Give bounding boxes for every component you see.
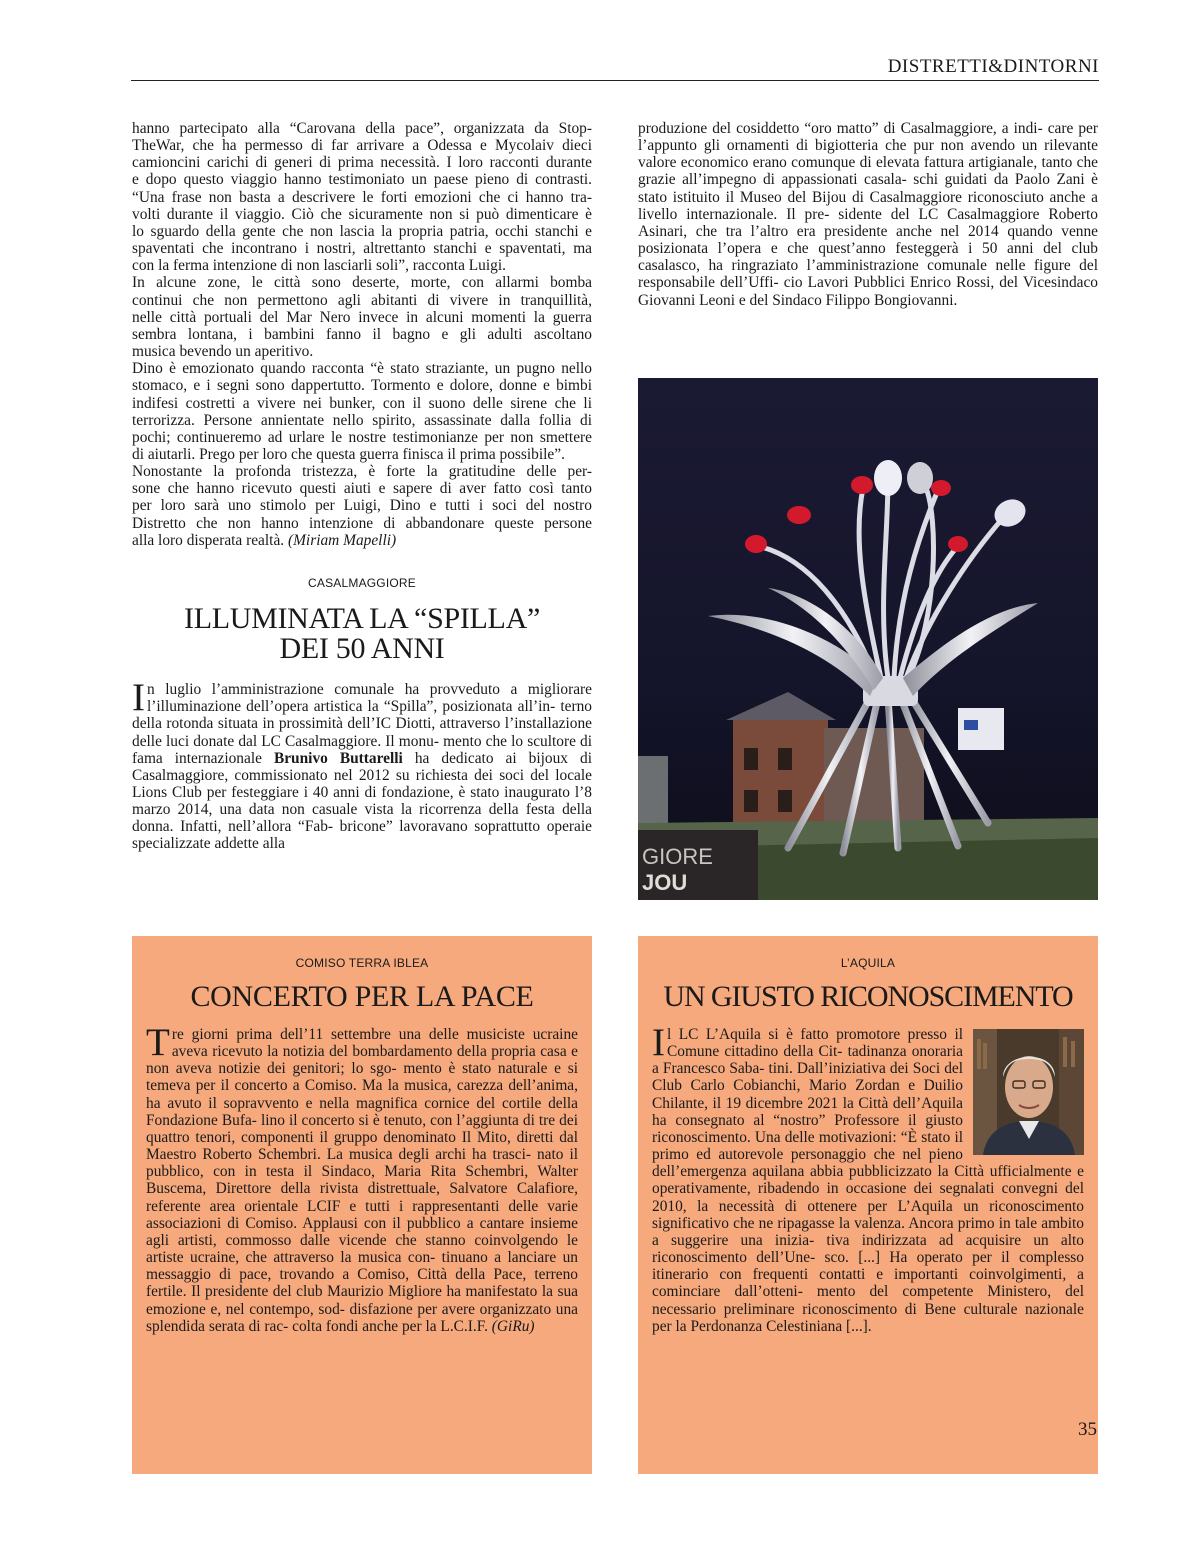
- casalmaggiore-body-part-2: ha dedicato ai bijoux di Casalmaggiore, commissionato nel 2012 su richiesta dei soci del locale Lions Club per festeggiare i 40 anni di fondazione, è stato inaugurato l’8 marzo 2014, una data non casuale vista la ricorrenza della festa della donna. Infatti, nell’allora “Fab- bricone” lavoravano soprattutto operaie specializzate addette alla: [132, 749, 592, 853]
- header-rule: [131, 80, 1099, 81]
- article-line: pochi; continueremo ad urlare le nostre testimonianze per non smettere: [132, 428, 592, 446]
- article-line: sembra lontana, i bambini fanno il bagno e gli adulti ascoltano: [132, 325, 592, 343]
- page-number: 35: [1078, 1419, 1097, 1440]
- article-line: “Una frase non basta a descrivere le forti emozioni che ci hanno tra-: [132, 188, 592, 206]
- article-line: spaventati che incontrano i nostri, altrettanto stanchi e spaventati, ma: [132, 240, 592, 258]
- aquila-kicker: L’AQUILA: [840, 956, 896, 970]
- aquila-body-text: l LC L’Aquila si è fatto promotore presso il Comune cittadino della Cit- tadinanza onoraria a Francesco Saba- tini. Dall’iniziativa dei Soci del Club Carlo Cobianchi, Mario Zordan e Duilio Chilante, il 19 dicembre 2021 la Città dell’Aquila ha consegnato al “nostro” Professore il giusto riconoscimento. Una delle motivazioni: “È stato il primo ed autorevole personaggio che nel pieno dell’emergenza aquilana abbia pubblicizzato la Città ufficialmente e operativamente, ribadendo in occasione dei segnalati convegni del 2010, la necessità di ottenere per L’Aquila un riconoscimento significativo che ne ripagasse la valenza. Ancora primo in tale ambito a suggerire una inizia- tiva indirizzata ad acquisire un alto riconoscimento dell’Une- sco. [...] Ha operato per il complesso itinerario con frequenti contatti e importanti coinvolgimenti, a cominciare dall’otteni- mento del competente Ministero, del necessario preliminare riconoscimento di Bene culturale nazionale per la Perdonanza Celestiniana [...].: [652, 1026, 1084, 1335]
- spilla-sculpture-photo: [638, 378, 1098, 900]
- article-line: hanno partecipato alla “Carovana della pace”, organizzata da Stop-: [132, 120, 592, 137]
- article-line: Dino è emozionato quando racconta “è stato straziante, un pugno nello: [132, 360, 592, 378]
- drop-cap: T: [146, 1021, 170, 1064]
- article-line: TheWar, che ha permesso di far arrivare a Odessa e Mycolaiv dieci: [132, 137, 592, 155]
- left-article-last-line: [132, 532, 592, 549]
- portrait-photo: [973, 1029, 1084, 1155]
- casalmaggiore-kicker: CASALMAGGIORE: [308, 575, 416, 590]
- article-line: con la ferma intenzione di non lasciarli soli”, racconta Luigi.: [132, 257, 506, 275]
- sculpture-night-image: [638, 378, 1098, 900]
- article-line: continui che non permettono agli abitanti di vivere in tranquillità,: [132, 291, 592, 309]
- right-column: [638, 120, 1098, 309]
- casalmaggiore-headline: [132, 604, 592, 664]
- left-column: [132, 120, 592, 853]
- left-article-text: [132, 120, 592, 532]
- comiso-body-text: re giorni prima dell’11 settembre una delle musiciste ucraine aveva ricevuto la notizia del bombardamento della propria casa e non aveva notizie dei genitori; lo sgo- mento è stato naturale e si temeva per il concerto a Comiso. Ma la musica, carezza dell’anima, ha avuto il sopravvento e nella magnifica cornice del cortile della Fondazione Bufa- lino il concerto si è tenuto, con l’aggiunta di tre dei quattro tenori, componenti il gruppo denominato Il Mito, diretti dal Maestro Roberto Schembri. La musica degli archi ha trasci- nato il pubblico, con in testa il Sindaco, Maria Rita Schembri, Walter Buscema, Direttore della rivista distrettuale, Salvatore Calafiore, referente area orientale LCIF e tutti i rappresentanti delle varie associazioni di Comiso. Applausi con il pubblico a cantare insieme agli artisti, commosso dalle vicende che stanno coinvolgendo le artiste ucraine, che attraverso la musica con- tinuano a lanciare un messaggio di pace, trovando a Comiso, Città della Pace, terreno fertile. Il presidente del club Maurizio Migliore ha manifestato la sua emozione e, nel contempo, sod- disfazione per avere organizzato una splendida serata di rac- colta fondi anche per la L.C.I.F.: [146, 1026, 578, 1335]
- casalmaggiore-body: [132, 676, 592, 853]
- casalmaggiore-body-part-1: n luglio l’amministrazione comunale ha provveduto a migliorare l’illuminazione dell’opera artistica la “Spilla”, posizionata all’in- terno della rotonda situata in prossimità dell’IC Diotti, attraverso l’installazione delle luci donate dal LC Casalmaggiore. Il monu- mento che lo scultore di fama internazionale: [132, 681, 592, 767]
- article-line: stomaco, e i segni sono dappertutto. Tormento e dolore, donne e bimbi: [132, 377, 592, 395]
- comiso-headline: CONCERTO PER LA PACE: [190, 980, 534, 1013]
- article-line: sone che hanno ricevuto questi aiuti e sapere di aver fatto così tanto: [132, 480, 592, 498]
- article-line: lo sguardo della gente che non lascia la propria patria, occhi stanchi e: [132, 222, 592, 240]
- article-line: volti durante il viaggio. Ciò che sicuramente non si può dimenticare è: [132, 205, 592, 223]
- article-line: per loro sarà uno stimolo per Luigi, Dino e tutti i soci del nostro: [132, 497, 592, 515]
- comiso-box: [132, 936, 592, 1474]
- comiso-body: [146, 1021, 578, 1335]
- casalmaggiore-continuation: produzione del cosiddetto “oro matto” di Casalmaggiore, a indi- care per l’appunto gli ornamenti di bigiotteria che pur non avendo un rilevante valore economico erano comunque di elevata fattura artigianale, tanto che grazie all’impegno di appassionati casala- schi guidati da Paolo Zani è stato istituito il Museo del Bijou di Casalmaggiore riconosciuto anche a livello internazionale. Il pre- sidente del LC Casalmaggiore Roberto Asinari, che tra l’altro era presidente anche nel 2014 quando venne posizionata l’opera e che quest’anno festeggerà i 50 anni del club casalasco, ha ringraziato l’amministrazione comunale nelle figure del responsabile dell’Uffi- cio Lavori Pubblici Enrico Rossi, del Vicesindaco Giovanni Leoni e del Sindaco Filippo Bongiovanni.: [638, 120, 1098, 309]
- drop-cap: I: [652, 1021, 665, 1064]
- article-line: musica bevendo un aperitivo.: [132, 343, 314, 361]
- author-signature: (Miriam Mapelli): [287, 531, 397, 549]
- headline-line-2: DEI 50 ANNI: [279, 632, 445, 666]
- article-line: di aiutarli. Prego per loro che questa guerra finisca il prima possibile”.: [132, 445, 565, 463]
- comiso-signature: (GiRu): [491, 1317, 535, 1335]
- article-line: terrorizza. Persone annientate nello spirito, assassinate dalla follia di: [132, 411, 592, 429]
- comiso-kicker: COMISO TERRA IBLEA: [295, 956, 429, 970]
- portrait-image: [973, 1029, 1084, 1155]
- article-line: In alcune zone, le città sono deserte, morte, con allarmi bomba: [132, 274, 592, 292]
- article-line: camioncini carichi di generi di prima necessità. I loro racconti durante: [132, 154, 592, 172]
- aquila-headline: UN GIUSTO RICONOSCIMENTO: [663, 980, 1073, 1013]
- header-section-title: DISTRETTI&DINTORNI: [887, 56, 1099, 77]
- drop-cap: I: [132, 676, 145, 720]
- photo-sign-text-2: JOU: [642, 870, 688, 895]
- aquila-body: [652, 1021, 1084, 1335]
- artist-name: Brunivo Buttarelli: [273, 749, 403, 767]
- headline-line-1: ILLUMINATA LA “SPILLA”: [184, 602, 540, 636]
- article-line: Nonostante la profonda tristezza, è forte la gratitudine delle per-: [132, 463, 592, 481]
- aquila-box: [638, 936, 1098, 1474]
- last-line-text: alla loro disperata realtà.: [132, 531, 285, 549]
- article-line: e dopo questo viaggio hanno testimoniato un paese pieno di contrasti.: [132, 171, 592, 189]
- article-line: nelle città portuali del Mar Nero invece in alcuni momenti la guerra: [132, 308, 592, 326]
- article-line: Distretto che non hanno intenzione di abbandonare queste persone: [132, 514, 592, 532]
- article-line: indifesi costretti a vivere nei bunker, con il suono delle sirene che li: [132, 394, 592, 412]
- photo-sign-text-1: GIORE: [642, 844, 713, 869]
